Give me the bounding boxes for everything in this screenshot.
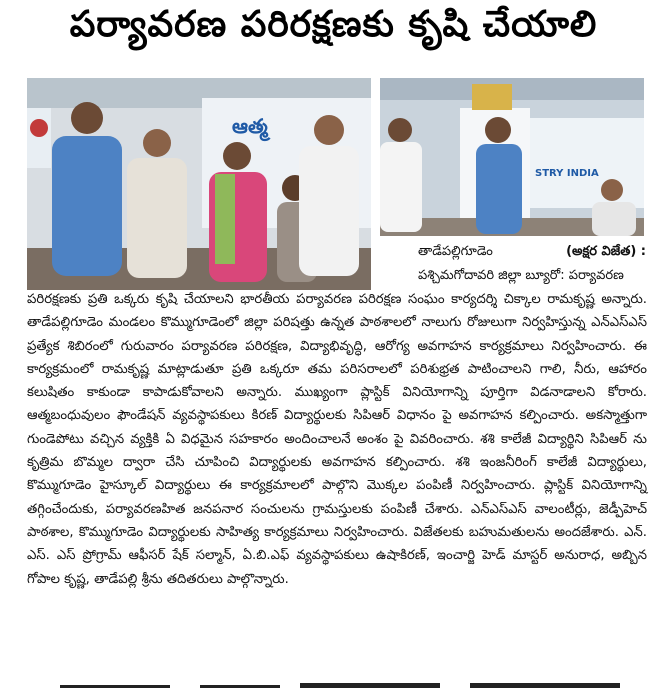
next-article-edge: [0, 676, 667, 688]
article-body: పరిరక్షణకు ప్రతి ఒక్కరు కృషి చేయాలని భారతీయ పర్యావరణ పరిరక్షణ సంఘం కార్యదర్శి చిక్కాల రామకృష్ణ అన్నారు. తాడేపల్లిగూడెం మండలం కొమ్ముగూడెంలో జిల్లా పరిషత్తు ఉన్నత పాఠశాలలో నాలుగు రోజులుగా నిర్వహిస్తున్న ఎన్ఎస్ఎస్ ప్రత్యేక శిబిరంలో గురువారం పర్యావరణ పరిరక్షణ, విద్యాభివృద్ధి, ఆరోగ్య అవగాహన కార్యక్రమాలు నిర్వహించారు. ఈ కార్యక్రమంలో రామకృష్ణ మాట్లాడుతూ ప్రతి ఒక్కరూ తమ పరిసరాలలో పరిశుభ్రత పాటించాలని గాలి, నీరు, ఆహారం కలుషితం కాకుండా కాపాడుకోవాలని అన్నారు. ముఖ్యంగా ప్లాస్టిక్ వినియోగాన్ని పూర్తిగా విడనాడాలని కోరారు. ఆత్మబంధువులం ఫౌండేషన్ వ్యవస్థాపకులు కిరణ్ విద్యార్థులకు సిపిఆర్ విధానం పై అవగాహన కల్పించారు. అకస్మాత్తుగా గుండెపోటు వచ్చిన వ్యక్తికి ఏ విధమైన సహకారం అందించాలనే అంశం పై వివరించారు. శశి కాలేజీ విద్యార్థిని సిపిఆర్ ను కృత్రిమ బొమ్మల ద్వారా చేసి చూపించి విద్యార్థులకు అవగాహన కల్పించారు. శశి ఇంజనీరింగ్ కాలేజీ విద్యార్థులు, కొమ్ముగూడెం హైస్కూల్ విద్యార్థులు ఈ కార్యక్రమాలలో పాల్గొని మొక్కల పంపిణీ నిర్వహించారు. ప్లాస్టిక్ వినియోగాన్ని తగ్గించేందుకు, పర్యావరణహిత జనపనార సంచులను గ్రామస్తులకు పంపిణీ చేశారు. ఎన్ఎస్ఎస్ వాలంటీర్లు, జెడ్పీహెచ్ పాఠశాల, కొమ్ముగూడెం విద్యార్థులకు సాహిత్య కార్యక్రమాలు నిర్వహించారు. విజేతలకు బహుమతులను అందజేశారు. ఎన్. ఎస్. ఎస్ ప్రోగ్రామ్ ఆఫీసర్ షేక్ సల్మాన్, ఏ.బి.ఎఫ్ వ్యవస్థాపకులు ఉషాకిరణ్, ఇంచార్జి హెడ్ మాస్టర్ అనురాధ, అబ్బిన గోపాల కృష్ణ, తాడేపల్లి శ్రీను తదితరులు పాల్గొన్నారు.: [27, 292, 647, 587]
dateline-bureau: పశ్చిమగోదావరి జిల్లా బ్యూరో: పర్యావరణ: [418, 268, 624, 283]
event-photo-left-image: [27, 78, 371, 290]
dateline-place: తాడేపల్లిగూడెం: [418, 244, 493, 259]
dateline: [418, 240, 646, 288]
left-banner-text: ఆత్మ: [232, 114, 268, 138]
right-banner-text: STRY INDIA: [535, 168, 599, 179]
headline: పర్యావరణ పరిరక్షణకు కృషి చేయాలి: [69, 4, 598, 45]
event-photo-right-image: [380, 78, 644, 236]
event-photo-left: [27, 78, 371, 290]
event-photo-right: [380, 78, 644, 236]
dateline-source: (అక్షర విజేత) :: [566, 244, 646, 259]
